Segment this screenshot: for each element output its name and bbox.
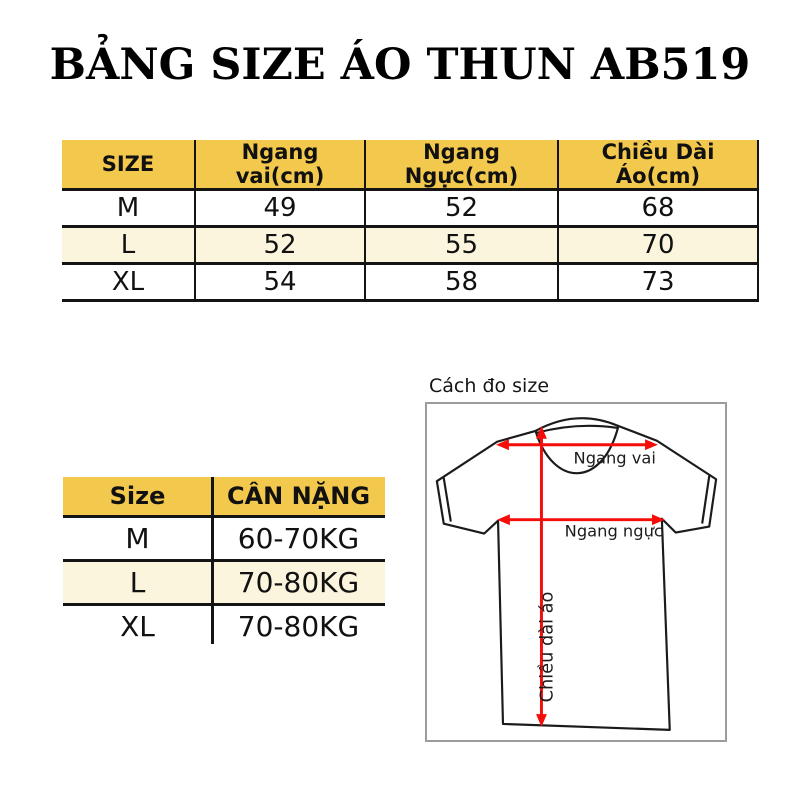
chest-label: Ngang ngực (564, 521, 663, 541)
size-cell: XL (62, 264, 195, 301)
measurement-diagram (425, 402, 727, 742)
chest-cell: 52 (365, 190, 558, 227)
weight-row-xl (63, 605, 385, 648)
diagram-caption: Cách đo size (429, 375, 550, 397)
shoulder-label: Ngang vai (573, 448, 656, 468)
header-length: Chiều Dài Áo(cm) (558, 140, 758, 190)
chest-cell: 58 (365, 264, 558, 301)
table-row-xl (62, 264, 758, 301)
length-cell: 68 (558, 190, 758, 227)
header-size: Size (63, 477, 212, 517)
length-cell: 70 (558, 227, 758, 264)
header-weight: CÂN NẶNG (212, 477, 385, 517)
shoulder-cell: 52 (195, 227, 365, 264)
weight-table-wrap (63, 477, 385, 647)
weight-table (63, 477, 385, 647)
page-title: BẢNG SIZE ÁO THUN AB519 (49, 40, 751, 90)
size-cell: M (63, 517, 212, 561)
weight-cell: 70-80KG (237, 610, 360, 643)
tshirt-diagram-svg (427, 404, 725, 740)
header-size: SIZE (62, 140, 195, 190)
weight-table-header-row (63, 477, 385, 517)
shoulder-cell: 49 (195, 190, 365, 227)
length-cell: 73 (558, 264, 758, 301)
measurement-table-header-row (62, 140, 758, 190)
size-cell: L (62, 227, 195, 264)
shoulder-cell: 54 (195, 264, 365, 301)
measurement-table (62, 140, 759, 302)
size-cell: XL (120, 610, 155, 643)
weight-cell: 60-70KG (212, 517, 385, 561)
chest-cell: 55 (365, 227, 558, 264)
weight-cell: 70-80KG (212, 561, 385, 605)
table-row-m (62, 190, 758, 227)
weight-row-l (63, 561, 385, 605)
header-chest: Ngang Ngực(cm) (365, 140, 558, 190)
table-row-l (62, 227, 758, 264)
size-cell: M (62, 190, 195, 227)
header-shoulder: Ngang vai(cm) (195, 140, 365, 190)
weight-table-column-divider (211, 477, 214, 644)
size-cell: L (63, 561, 212, 605)
length-label: Chiều dài áo (537, 591, 558, 703)
weight-row-m (63, 517, 385, 561)
